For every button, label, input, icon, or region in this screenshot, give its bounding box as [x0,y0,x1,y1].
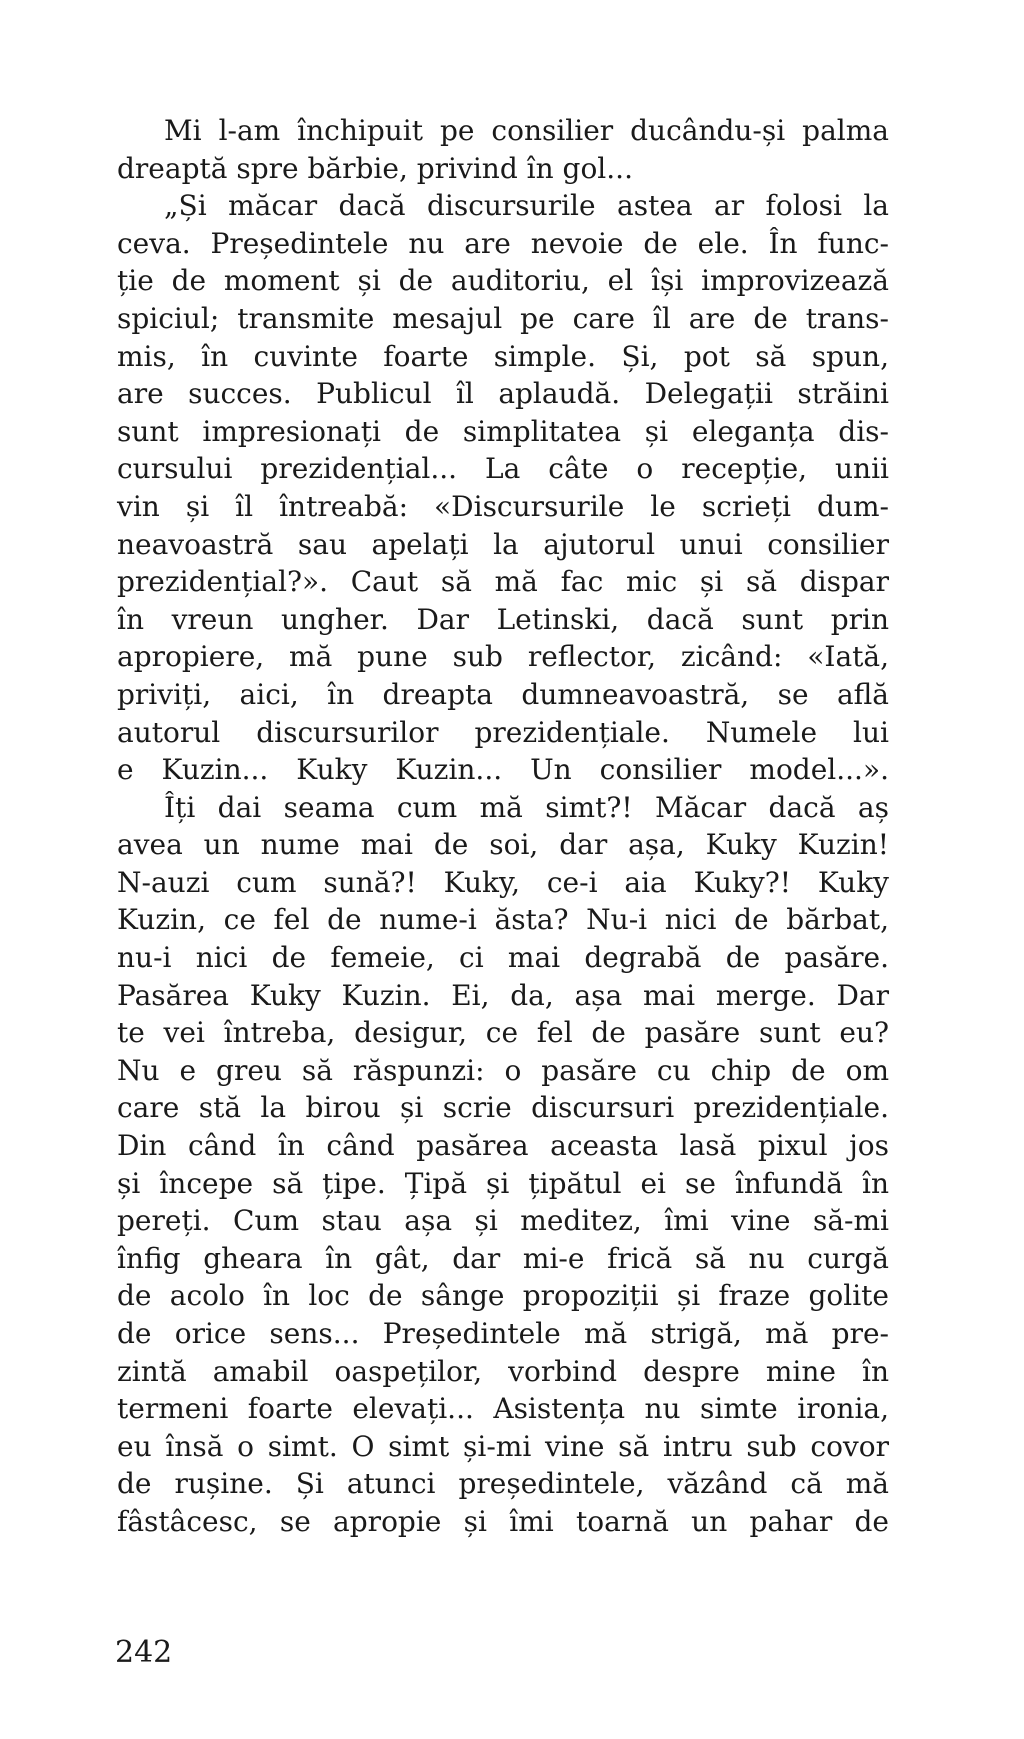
text-line: neavoastră sau apelați la ajutorul unui consilier [117,527,889,561]
text-line: ție de moment și de auditoriu, el își improvizează [117,264,889,298]
text-line: Îți dai seama cum mă simt?! Măcar dacă aș [164,790,889,824]
text-line: avea un nume mai de soi, dar așa, Kuky Kuzin! [117,828,889,862]
page-number: 242 [115,1635,173,1670]
text-line: mis, în cuvinte foarte simple. Și, pot să spun, [117,339,889,373]
text-line: Din când în când pasărea aceasta lasă pixul jos [117,1129,889,1163]
text-line: de orice sens... Președintele mă strigă, mă pre- [117,1317,889,1350]
text-line: prezidențial?». Caut să mă fac mic și să dispar [117,565,889,599]
text-line: pereți. Cum stau așa și meditez, îmi vine să-mi [117,1204,889,1238]
text-line: care stă la birou și scrie discursuri prezidențiale. [117,1091,889,1125]
text-line: de acolo în loc de sânge propoziții și fraze golite [117,1279,889,1313]
text-line: înfig gheara în gât, dar mi-e frică să nu curgă [117,1241,889,1275]
text-line: N-auzi cum sună?! Kuky, ce-i aia Kuky?! Kuky [117,865,889,899]
text-line: fâstâcesc, se apropie și îmi toarnă un pahar de [117,1504,889,1538]
paragraph [117,112,889,187]
text-line: eu însă o simt. O simt și-mi vine să intru sub covor [117,1429,889,1463]
text-line: în vreun ungher. Dar Letinski, dacă sunt prin [117,602,889,636]
text-line: are succes. Publicul îl aplaudă. Delegații străini [117,377,889,411]
paragraph [117,789,889,1541]
text-line: Mi l-am închipuit pe consilier ducându-și palma [164,114,889,147]
text-line: spiciul; transmite mesajul pe care îl are de trans- [117,301,889,335]
text-line: Kuzin, ce fel de nume-i ăsta? Nu-i nici de bărbat, [117,903,889,937]
text-line: și începe să țipe. Țipă și țipătul ei se înfundă în [117,1166,889,1200]
paragraph [117,187,889,789]
text-line: e Kuzin... Kuky Kuzin... Un consilier model...». [117,753,889,787]
text-line: apropiere, mă pune sub reflector, zicând: «Iată, [117,640,889,674]
text-line: te vei întreba, desigur, ce fel de pasăre sunt eu? [117,1016,889,1050]
body-text [117,112,889,1541]
text-line: ceva. Președintele nu are nevoie de ele. În func- [117,226,889,260]
text-line: nu-i nici de femeie, ci mai degrabă de pasăre. [117,941,889,975]
text-line: sunt impresionați de simplitatea și eleganța dis- [117,414,889,448]
text-line: Nu e greu să răspunzi: o pasăre cu chip de om [117,1053,889,1087]
text-line: „Și măcar dacă discursurile astea ar folosi la [164,189,889,223]
text-line: dreaptă spre bărbie, privind în gol... [117,151,633,185]
text-line: termeni foarte elevați... Asistența nu simte ironia, [117,1392,889,1426]
text-line: cursului prezidențial... La câte o recepție, unii [117,452,889,486]
text-line: autorul discursurilor prezidențiale. Numele lui [117,715,889,749]
text-line: zintă amabil oaspeților, vorbind despre mine în [117,1354,889,1388]
text-line: de rușine. Și atunci președintele, văzând că mă [117,1467,889,1501]
text-line: priviți, aici, în dreapta dumneavoastră, se află [117,677,889,711]
text-line: Pasărea Kuky Kuzin. Ei, da, așa mai merge. Dar [117,978,889,1012]
text-line: vin și îl întreabă: «Discursurile le scrieți dum- [117,489,889,523]
